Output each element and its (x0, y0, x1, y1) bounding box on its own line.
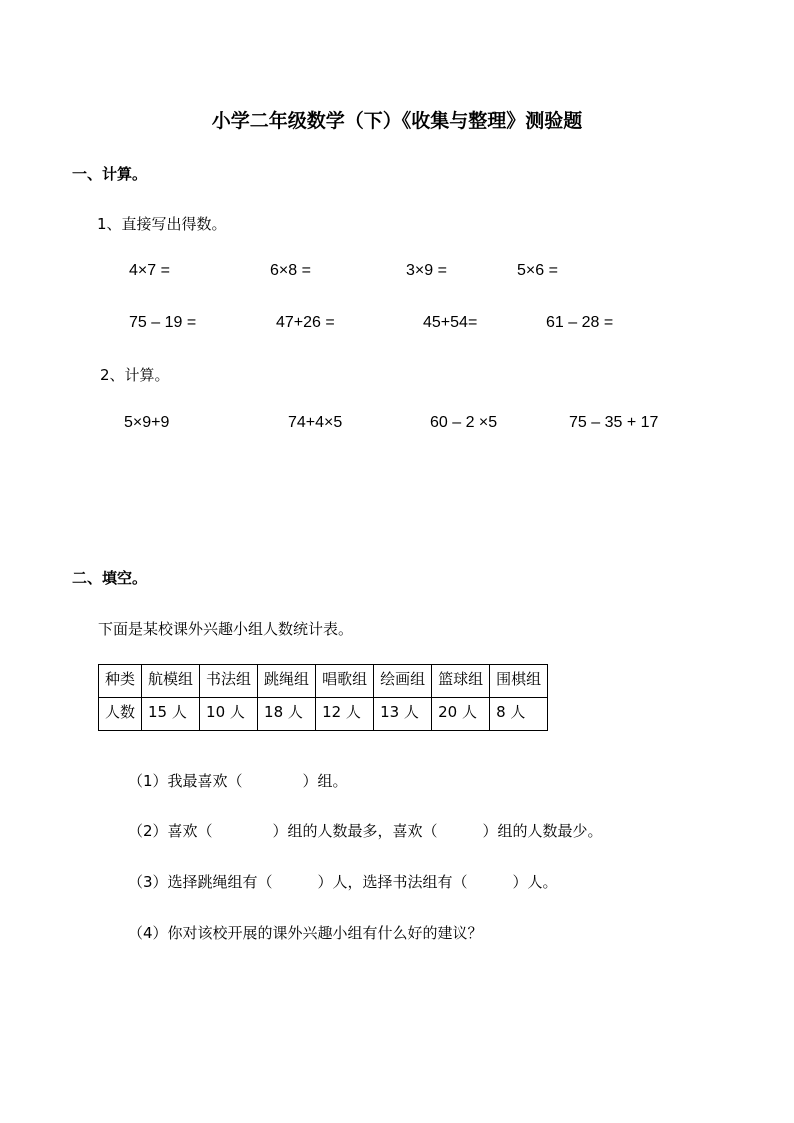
problem-2-3: 60 – 2 ×5 (430, 414, 498, 431)
problem-1-6: 47+26 = (276, 314, 335, 331)
part-2-label: 2、计算。 (100, 366, 170, 384)
table-cell: 13 人 (374, 698, 432, 731)
table-cell: 10 人 (200, 698, 258, 731)
question-4: （4）你对该校开展的课外兴趣小组有什么好的建议？ (128, 924, 483, 942)
section-1-heading: 一、计算。 (72, 165, 148, 183)
table-cell: 航模组 (142, 665, 200, 698)
problem-2-1: 5×9+9 (124, 414, 170, 431)
interest-group-table (98, 664, 548, 731)
problem-1-4: 5×6 = (517, 262, 558, 279)
table-cell: 篮球组 (432, 665, 490, 698)
table-cell: 跳绳组 (258, 665, 316, 698)
problem-1-1: 4×7 = (129, 262, 170, 279)
question-2: （2）喜欢（ ）组的人数最多，喜欢（ ）组的人数最少。 (128, 822, 603, 840)
table-cell: 围棋组 (490, 665, 548, 698)
problem-1-8: 61 – 28 = (546, 314, 614, 331)
table-row (99, 698, 548, 731)
table-cell: 书法组 (200, 665, 258, 698)
part-1-label: 1、直接写出得数。 (97, 215, 227, 233)
table-cell: 人数 (99, 698, 142, 731)
table-cell: 20 人 (432, 698, 490, 731)
table-header-row (99, 665, 548, 698)
table-cell: 唱歌组 (316, 665, 374, 698)
table-cell: 8 人 (490, 698, 548, 731)
problem-1-5: 75 – 19 = (129, 314, 197, 331)
problem-2-4: 75 – 35 + 17 (569, 414, 659, 431)
table-intro: 下面是某校课外兴趣小组人数统计表。 (98, 620, 354, 638)
table-cell: 种类 (99, 665, 142, 698)
page-title: 小学二年级数学（下）《收集与整理》测验题 (211, 110, 583, 132)
problem-1-2: 6×8 = (270, 262, 311, 279)
problem-2-2: 74+4×5 (288, 414, 343, 431)
problem-1-3: 3×9 = (406, 262, 447, 279)
table-cell: 18 人 (258, 698, 316, 731)
table-cell: 绘画组 (374, 665, 432, 698)
table-cell: 15 人 (142, 698, 200, 731)
question-3: （3）选择跳绳组有（ ）人，选择书法组有（ ）人。 (128, 873, 558, 891)
table-cell: 12 人 (316, 698, 374, 731)
question-1: （1）我最喜欢（ ）组。 (128, 772, 348, 790)
section-2-heading: 二、填空。 (72, 569, 148, 587)
problem-1-7: 45+54= (423, 314, 478, 331)
